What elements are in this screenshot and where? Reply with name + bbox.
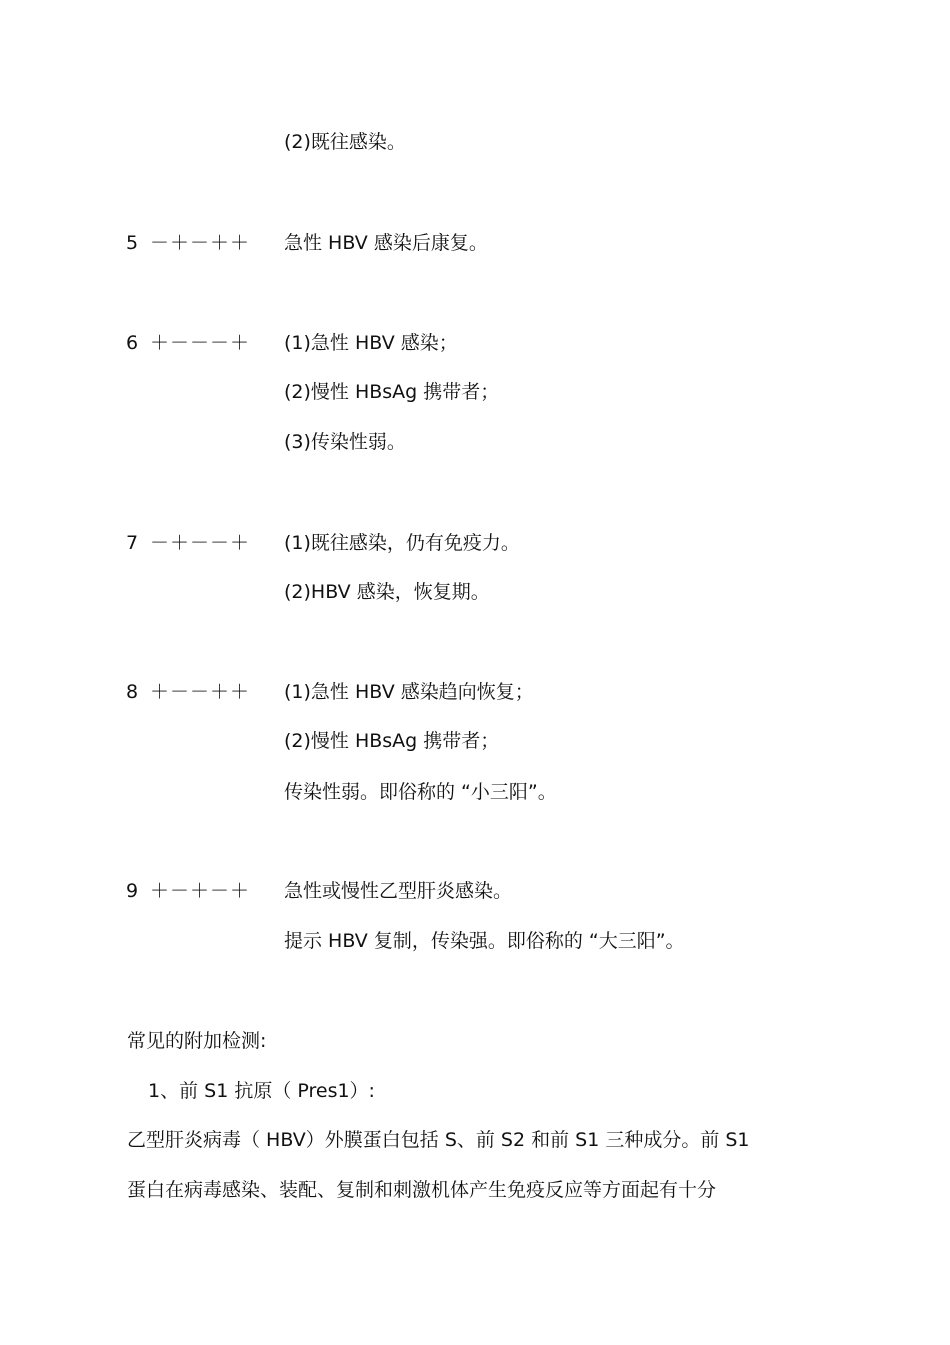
row-7-line-1: (2)HBV 感染，恢复期。 xyxy=(284,581,490,603)
row-6-pattern: ＋－－－＋ xyxy=(150,332,251,354)
row-9-line-0: 急性或慢性乙型肝炎感染。 xyxy=(284,880,513,902)
row-0-line-0: (2)既往感染。 xyxy=(284,131,406,153)
row-8-line-1: (2)慢性 HBsAg 携带者； xyxy=(284,730,500,752)
section-item1-title: 1、前 S1 抗原（ Pres1）: xyxy=(148,1080,375,1102)
row-5-line-0: 急性 HBV 感染后康复。 xyxy=(284,232,488,254)
row-7-line-0: (1)既往感染，仍有免疫力。 xyxy=(284,532,520,554)
section-paragraph-line-1: 乙型肝炎病毒（ HBV）外膜蛋白包括 S、前 S2 和前 S1 三种成分。前 S1 xyxy=(127,1129,750,1151)
row-6-number: 6 xyxy=(126,332,139,354)
row-6-line-2: (3)传染性弱。 xyxy=(284,431,406,453)
row-6-line-1: (2)慢性 HBsAg 携带者； xyxy=(284,381,500,403)
row-5-number: 5 xyxy=(126,232,139,254)
row-7-number: 7 xyxy=(126,532,139,554)
row-8-number: 8 xyxy=(126,681,139,703)
section-paragraph-line-2: 蛋白在病毒感染、装配、复制和刺激机体产生免疫反应等方面起有十分 xyxy=(127,1179,717,1201)
row-8-line-0: (1)急性 HBV 感染趋向恢复； xyxy=(284,681,534,703)
row-7-pattern: －＋－－＋ xyxy=(150,532,251,554)
row-8-line-2: 传染性弱。即俗称的 “小三阳”。 xyxy=(284,781,557,803)
row-9-line-1: 提示 HBV 复制，传染强。即俗称的 “大三阳”。 xyxy=(284,930,685,952)
row-5-pattern: －＋－＋＋ xyxy=(150,232,251,254)
row-9-pattern: ＋－＋－＋ xyxy=(150,880,251,902)
row-6-line-0: (1)急性 HBV 感染； xyxy=(284,332,458,354)
row-9-number: 9 xyxy=(126,880,139,902)
section-heading: 常见的附加检测: xyxy=(127,1030,267,1052)
row-8-pattern: ＋－－＋＋ xyxy=(150,681,251,703)
